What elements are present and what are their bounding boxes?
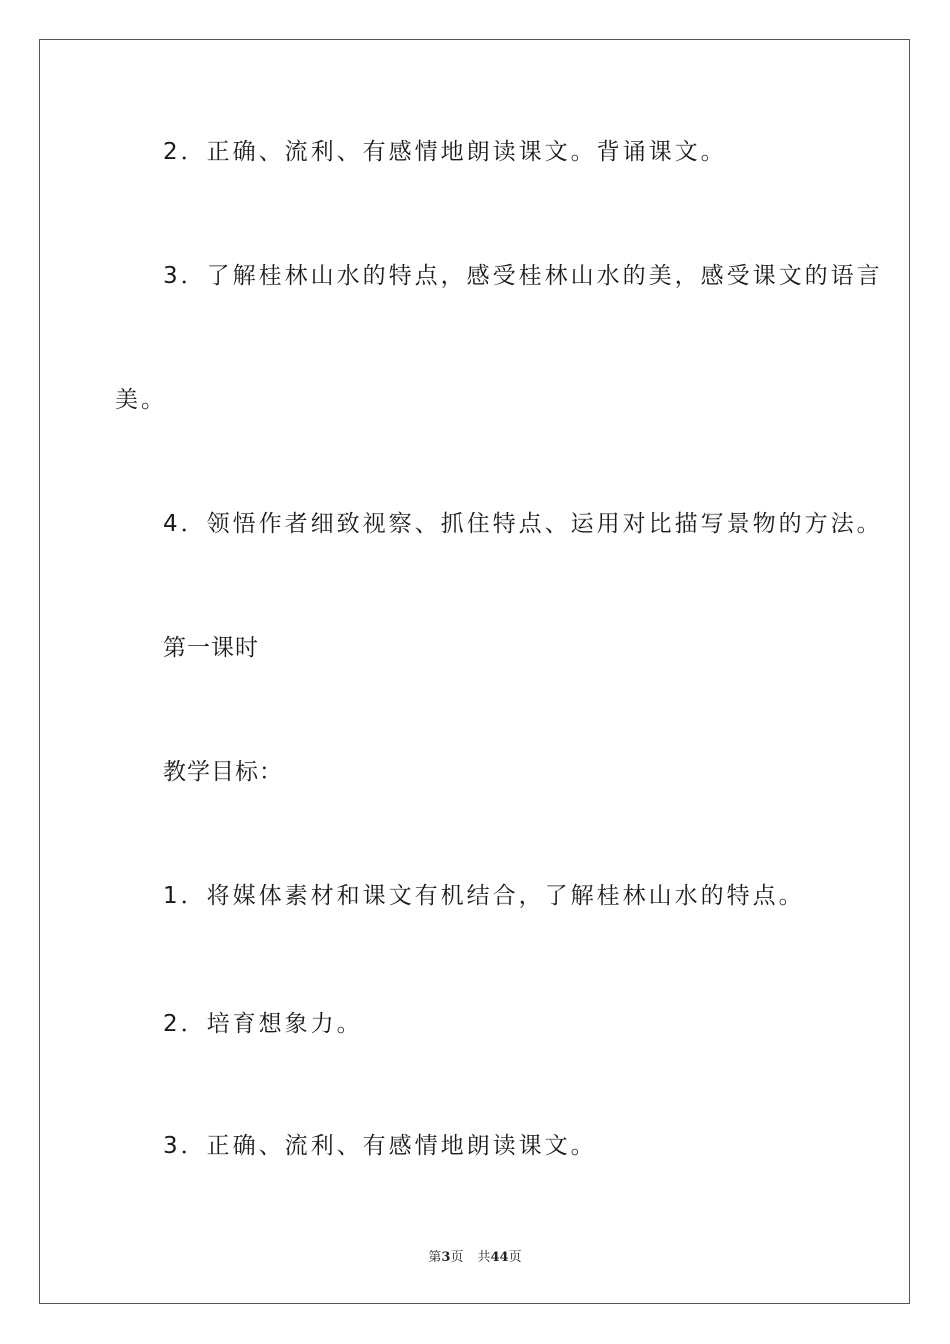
total-prefix: 共 xyxy=(477,1250,491,1265)
total-pages: 44 xyxy=(490,1250,509,1265)
paragraph-objective-4: 4．领悟作者细致视察、抓住特点、运用对比描写景物的方法。 xyxy=(163,511,883,537)
paragraph-goal-3: 3．正确、流利、有感情地朗读课文。 xyxy=(163,1133,597,1159)
page-suffix: 页 xyxy=(450,1250,464,1265)
paragraph-objective-3-continued: 美。 xyxy=(115,387,167,413)
page-prefix: 第 xyxy=(428,1250,442,1265)
section-heading-first-lesson: 第一课时 xyxy=(163,635,259,661)
paragraph-goal-2: 2．培育想象力。 xyxy=(163,1011,363,1037)
page-number: 3 xyxy=(441,1250,451,1265)
paragraph-objective-3: 3．了解桂林山水的特点，感受桂林山水的美，感受课文的语言 xyxy=(163,263,883,289)
page-footer xyxy=(0,1246,950,1265)
paragraph-goal-1: 1．将媒体素材和课文有机结合，了解桂林山水的特点。 xyxy=(163,883,805,909)
subheading-teaching-goals: 教学目标： xyxy=(163,759,283,785)
page-border xyxy=(39,39,910,1304)
paragraph-objective-2: 2．正确、流利、有感情地朗读课文。背诵课文。 xyxy=(163,139,727,165)
total-suffix: 页 xyxy=(508,1250,522,1265)
